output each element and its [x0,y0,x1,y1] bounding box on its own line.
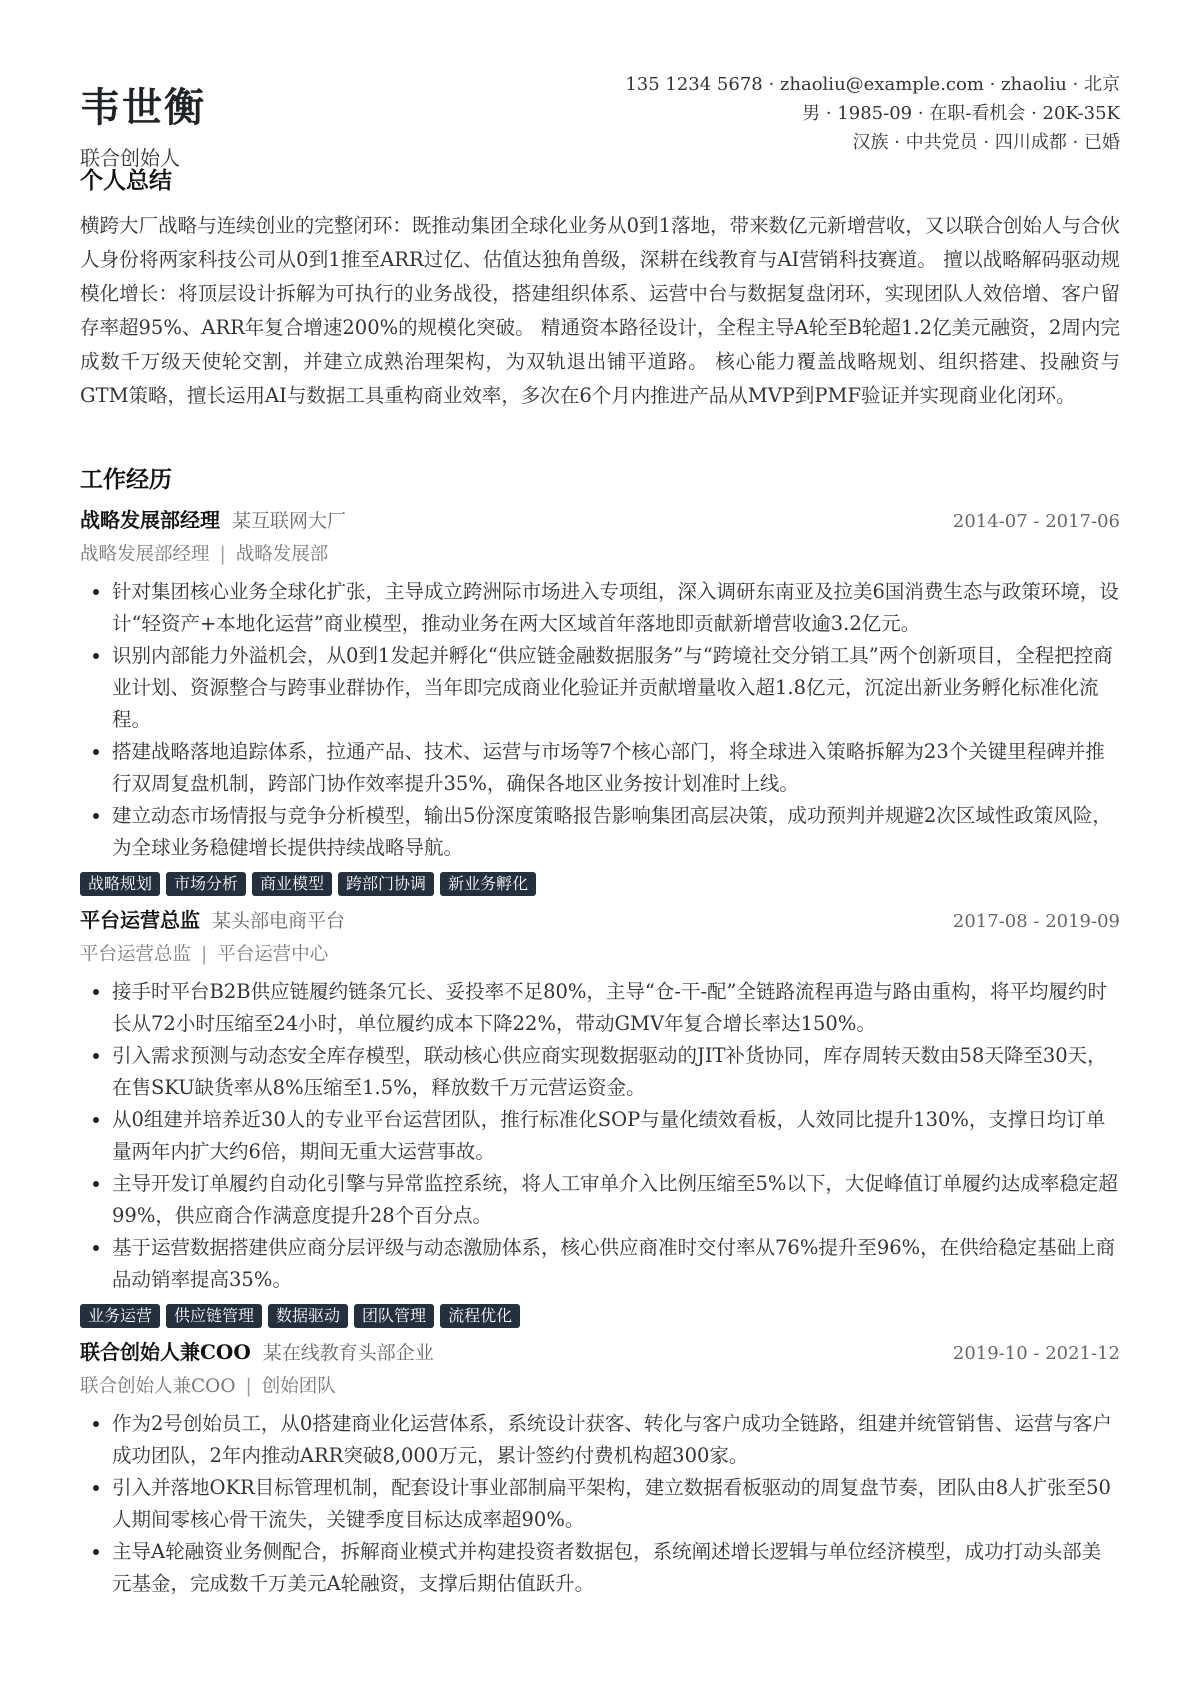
job-company: 某在线教育头部企业 [262,1342,434,1364]
job-bullets [80,576,1120,864]
job-position: 平台运营总监 [80,944,192,965]
list-item: • 主导开发订单履约自动化引擎与异常监控系统，将人工审单介入比例压缩至5%以下，大促峰值订单履约达成率稳定超99%，供应商合作满意度提升28个百分点。 [112,1168,1120,1232]
job-department: 创始团队 [261,1376,336,1397]
list-item: • 基于运营数据搭建供应商分层评级与动态激励体系，核心供应商准时交付率从76%提升至96%，在供给稳定基础上商品动销率提高35%。 [112,1232,1120,1296]
skill-tag: 供应链管理 [166,1304,262,1328]
list-item: • 搭建战略落地追踪体系，拉通产品、技术、运营与市场等7个核心部门，将全球进入策略拆解为23个关键里程碑并推行双周复盘机制，跨部门协作效率提升35%，确保各地区业务按计划准时上线。 [112,736,1120,800]
skill-tag: 流程优化 [440,1304,520,1328]
skill-tag: 数据驱动 [268,1304,348,1328]
separator: | [245,1376,252,1397]
job-title: 联合创始人兼COO [80,1340,251,1364]
skill-tag: 跨部门协调 [338,872,434,896]
job-title: 战略发展部经理 [80,508,220,532]
skill-tag: 业务运营 [80,1304,160,1328]
job-date: 2014-07 - 2017-06 [952,511,1120,532]
list-item: • 接手时平台B2B供应链履约链条冗长、妥投率不足80%，主导“仓-干-配”全链路流程再造与路由重构，将平均履约时长从72小时压缩至24小时，单位履约成本下降22%，带动GMV年复合增长率达150%。 [112,976,1120,1040]
job-title: 平台运营总监 [80,908,200,932]
list-item: • 引入并落地OKR目标管理机制，配套设计事业部制扁平架构，建立数据看板驱动的周复盘节奏，团队由8人扩张至50人期间零核心骨干流失，关键季度目标达成率超90%。 [112,1472,1120,1536]
summary-title: 个人总结 [80,167,172,194]
summary-section [80,162,1120,413]
skill-tag: 市场分析 [166,872,246,896]
skill-tags [80,1304,1120,1328]
job-heading [80,904,345,933]
skill-tag: 商业模型 [252,872,332,896]
job-entry [80,904,1120,1328]
job-heading [80,1336,434,1365]
candidate-name: 韦世衡 [80,84,206,131]
separator: | [219,544,226,565]
list-item: • 建立动态市场情报与竞争分析模型，输出5份深度策略报告影响集团高层决策，成功预判并规避2次区域性政策风险，为全球业务稳健增长提供持续战略导航。 [112,800,1120,864]
skill-tag: 新业务孵化 [440,872,536,896]
list-item: • 作为2号创始员工，从0搭建商业化运营体系，系统设计获客、转化与客户成功全链路，组建并统管销售、运营与客户成功团队，2年内推动ARR突破8,000万元，累计签约付费机构超300家。 [112,1408,1120,1472]
job-department: 战略发展部 [235,544,329,565]
job-header [80,504,1120,540]
list-item: • 识别内部能力外溢机会，从0到1发起并孵化“供应链金融数据服务”与“跨境社交分销工具”两个创新项目，全程把控商业计划、资源整合与跨事业群协作，当年即完成商业化验证并贡献增量收入超1.8亿元，沉淀出新业务孵化标准化流程。 [112,640,1120,736]
job-position: 战略发展部经理 [80,544,210,565]
job-heading [80,504,346,533]
list-item: • 引入需求预测与动态安全库存模型，联动核心供应商实现数据驱动的JIT补货协同，库存周转天数由58天降至30天，在售SKU缺货率从8%压缩至1.5%，释放数千万元营运资金。 [112,1040,1120,1104]
job-bullets [80,976,1120,1296]
job-subtitle [80,1372,1120,1406]
candidate-role: 联合创始人 [80,146,180,170]
job-date: 2017-08 - 2019-09 [952,911,1120,932]
skill-tag: 战略规划 [80,872,160,896]
contact-info [625,70,1120,157]
resume-header [80,70,1120,190]
work-title: 工作经历 [80,466,172,493]
skill-tags [80,872,1120,896]
work-section [80,461,1120,1600]
job-entry [80,504,1120,896]
job-position: 联合创始人兼COO [80,1376,236,1397]
job-company: 某互联网大厂 [232,510,347,532]
skill-tag: 团队管理 [354,1304,434,1328]
contact-line-2: 男 · 1985-09 · 在职-看机会 · 20K-35K [802,103,1120,124]
job-subtitle [80,540,1120,574]
job-subtitle [80,940,1120,974]
separator: | [201,944,208,965]
contact-line-1: 135 1234 5678 · zhaoliu@example.com · zhaoliu · 北京 [625,74,1120,95]
job-department: 平台运营中心 [217,944,329,965]
job-company: 某头部电商平台 [212,910,346,932]
job-header [80,904,1120,940]
list-item: • 从0组建并培养近30人的专业平台运营团队，推行标准化SOP与量化绩效看板，人效同比提升130%，支撑日均订单量两年内扩大约6倍，期间无重大运营事故。 [112,1104,1120,1168]
job-bullets [80,1408,1120,1600]
job-date: 2019-10 - 2021-12 [952,1343,1120,1364]
list-item: • 针对集团核心业务全球化扩张，主导成立跨洲际市场进入专项组，深入调研东南亚及拉美6国消费生态与政策环境，设计“轻资产+本地化运营”商业模型，推动业务在两大区域首年落地即贡献新增营收逾3.2亿元。 [112,576,1120,640]
contact-line-3: 汉族 · 中共党员 · 四川成都 · 已婚 [852,132,1120,153]
summary-text: 横跨大厂战略与连续创业的完整闭环：既推动集团全球化业务从0到1落地，带来数亿元新增营收，又以联合创始人与合伙人身份将两家科技公司从0到1推至ARR过亿、估值达独角兽级，深耕在线教育与AI营销科技赛道。 擅以战略解码驱动规模化增长：将顶层设计拆解为可执行的业务战役，搭建组织体系、运营中台与数据复盘闭环，实现团队人效倍增、客户留存率超95%、ARR年复合增速200%的规模化突破。 精通资本路径设计，全程主导A轮至B轮超1.2亿美元融资，2周内完成数千万级天使轮交割，并建立成熟治理架构，为双轨退出铺平道路。 核心能力覆盖战略规划、组织搭建、投融资与GTM策略，擅长运用AI与数据工具重构商业效率，多次在6个月内推进产品从MVP到PMF验证并实现商业化闭环。 [80,214,1120,407]
job-header [80,1336,1120,1372]
job-entry [80,1336,1120,1600]
list-item: • 主导A轮融资业务侧配合，拆解商业模式并构建投资者数据包，系统阐述增长逻辑与单位经济模型，成功打动头部美元基金，完成数千万美元A轮融资，支撑后期估值跃升。 [112,1536,1120,1600]
